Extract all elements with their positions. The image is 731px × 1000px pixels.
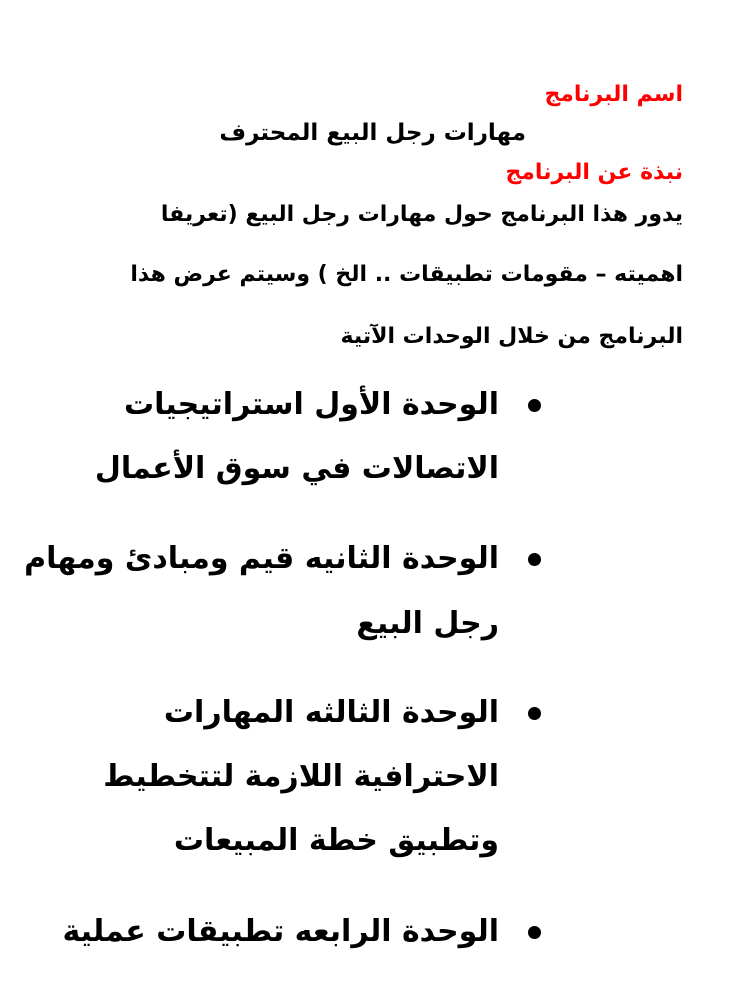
bullet-icon	[528, 399, 541, 412]
about-line-2: اهميته – مقومات تطبيقات .. الخ ) وسيتم عرض هذا	[130, 262, 683, 287]
unit-3-line-3: وتطبيق خطة المبيعات	[173, 823, 499, 858]
unit-1-line-2: الاتصالات في سوق الأعمال	[94, 451, 499, 486]
unit-2-line-2: رجل البيع	[356, 606, 499, 641]
about-line-3: البرنامج من خلال الوحدات الآتية	[340, 324, 683, 349]
bullet-icon	[528, 553, 541, 566]
bullet-icon	[528, 926, 541, 939]
program-name-heading: اسم البرنامج	[544, 82, 683, 107]
unit-2-line-1: الوحدة الثانيه قيم ومبادئ ومهام	[24, 541, 499, 576]
unit-3-line-2: الاحترافية اللازمة لتتخطيط	[103, 759, 499, 794]
unit-3-line-1: الوحدة الثالثه المهارات	[163, 695, 499, 730]
about-line-1: يدور هذا البرنامج حول مهارات رجل البيع (تعريفا	[160, 202, 683, 227]
program-name: مهارات رجل البيع المحترف	[219, 120, 526, 146]
bullet-icon	[528, 707, 541, 720]
unit-1-line-1: الوحدة الأول استراتيجيات	[124, 387, 499, 422]
about-heading: نبذة عن البرنامج	[505, 160, 683, 185]
unit-4-line-1: الوحدة الرابعه تطبيقات عملية	[62, 914, 499, 949]
